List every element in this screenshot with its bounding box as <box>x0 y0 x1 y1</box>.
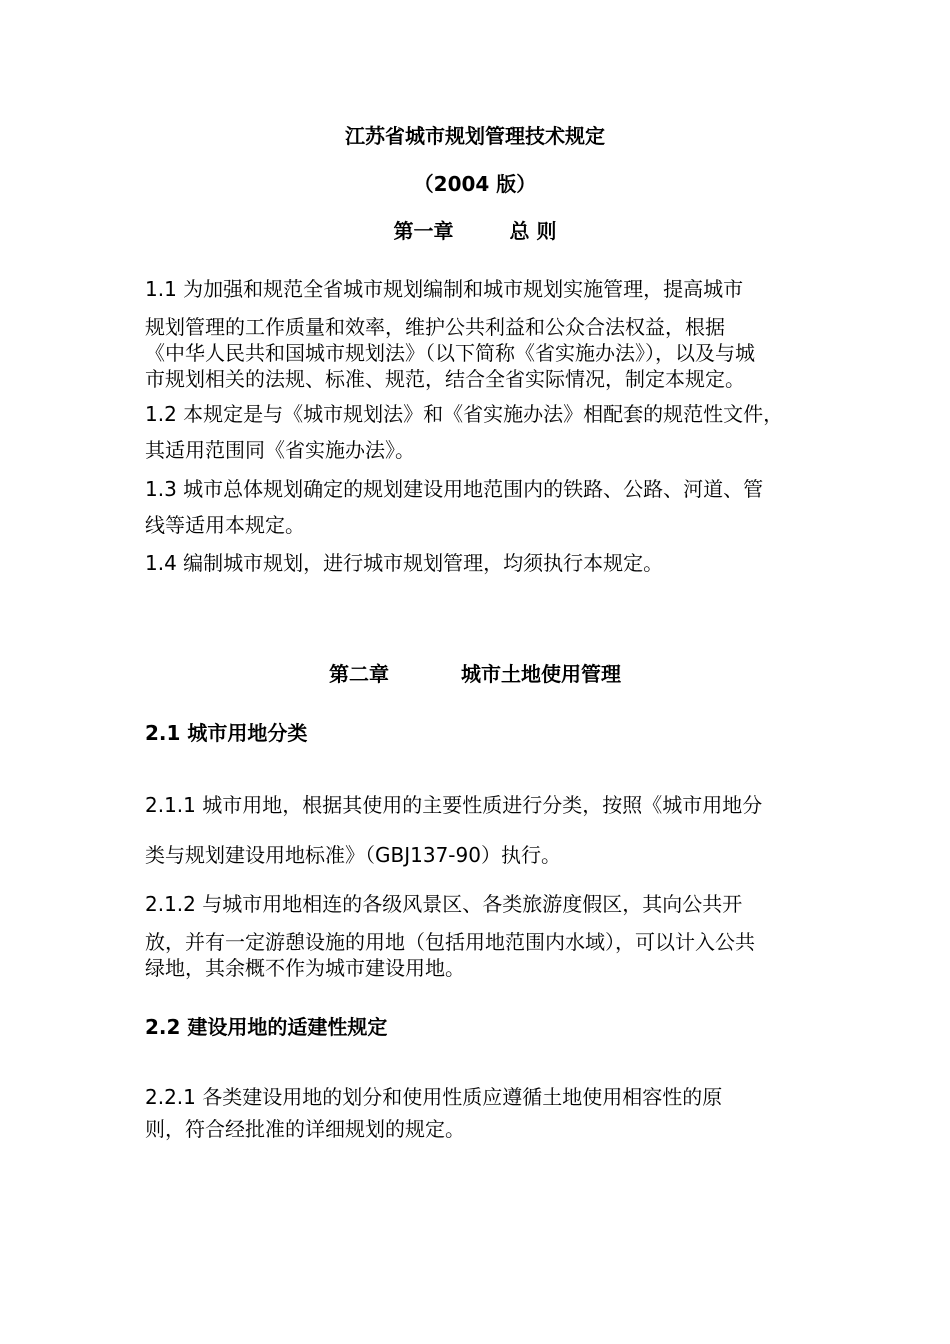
section-2-2-title: 2.2 建设用地的适建性规定 <box>145 1015 388 1039</box>
paragraph-1-4 <box>145 550 820 576</box>
paragraph-line: 规划管理的工作质量和效率，维护公共利益和公众合法权益，根据 <box>145 315 725 339</box>
paragraph-line: 放，并有一定游憩设施的用地（包括用地范围内水域），可以计入公共 <box>145 930 755 954</box>
chapter-2-number: 第二章 <box>329 662 389 686</box>
paragraph-line: 2.1.1 城市用地，根据其使用的主要性质进行分类，按照《城市用地分 <box>145 793 763 817</box>
paragraph-line: 线等适用本规定。 <box>145 513 305 537</box>
paragraph-2-1-2 <box>145 891 820 981</box>
paragraph-line: 2.1.2 与城市用地相连的各级风景区、各类旅游度假区，其向公共开 <box>145 892 743 916</box>
paragraph-line: 《中华人民共和国城市规划法》（以下简称《省实施办法》），以及与城 <box>145 341 755 365</box>
document-title: 江苏省城市规划管理技术规定 <box>345 124 605 148</box>
paragraph-line: 市规划相关的法规、标准、规范，结合全省实际情况，制定本规定。 <box>145 367 745 391</box>
paragraph-line: 1.4 编制城市规划，进行城市规划管理，均须执行本规定。 <box>145 551 664 575</box>
paragraph-line: 1.3 城市总体规划确定的规划建设用地范围内的铁路、公路、河道、管 <box>145 477 764 501</box>
paragraph-2-1-1 <box>145 792 820 868</box>
paragraph-1-2 <box>145 401 820 463</box>
chapter-1-number: 第一章 <box>393 219 454 243</box>
section-2-1-title: 2.1 城市用地分类 <box>145 721 308 745</box>
paragraph-line: 类与规划建设用地标准》（GBJ137-90）执行。 <box>145 843 561 867</box>
paragraph-line: 1.2 本规定是与《城市规划法》和《省实施办法》相配套的规范性文件， <box>145 402 784 426</box>
chapter-1-heading <box>0 217 950 245</box>
paragraph-2-2-1 <box>145 1084 820 1142</box>
paragraph-line: 其适用范围同《省实施办法》。 <box>145 438 415 462</box>
paragraph-line: 2.2.1 各类建设用地的划分和使用性质应遵循土地使用相容性的原 <box>145 1085 723 1109</box>
chapter-1-name: 总 则 <box>509 219 557 243</box>
paragraph-1-3 <box>145 476 820 538</box>
document-edition: （2004 版） <box>413 172 537 196</box>
chapter-2-name: 城市土地使用管理 <box>461 662 621 686</box>
paragraph-1-1 <box>145 276 820 392</box>
paragraph-line: 绿地，其余概不作为城市建设用地。 <box>145 956 465 980</box>
paragraph-line: 1.1 为加强和规范全省城市规划编制和城市规划实施管理，提高城市 <box>145 277 744 301</box>
paragraph-line: 则，符合经批准的详细规划的规定。 <box>145 1117 465 1141</box>
chapter-2-heading <box>0 660 950 688</box>
